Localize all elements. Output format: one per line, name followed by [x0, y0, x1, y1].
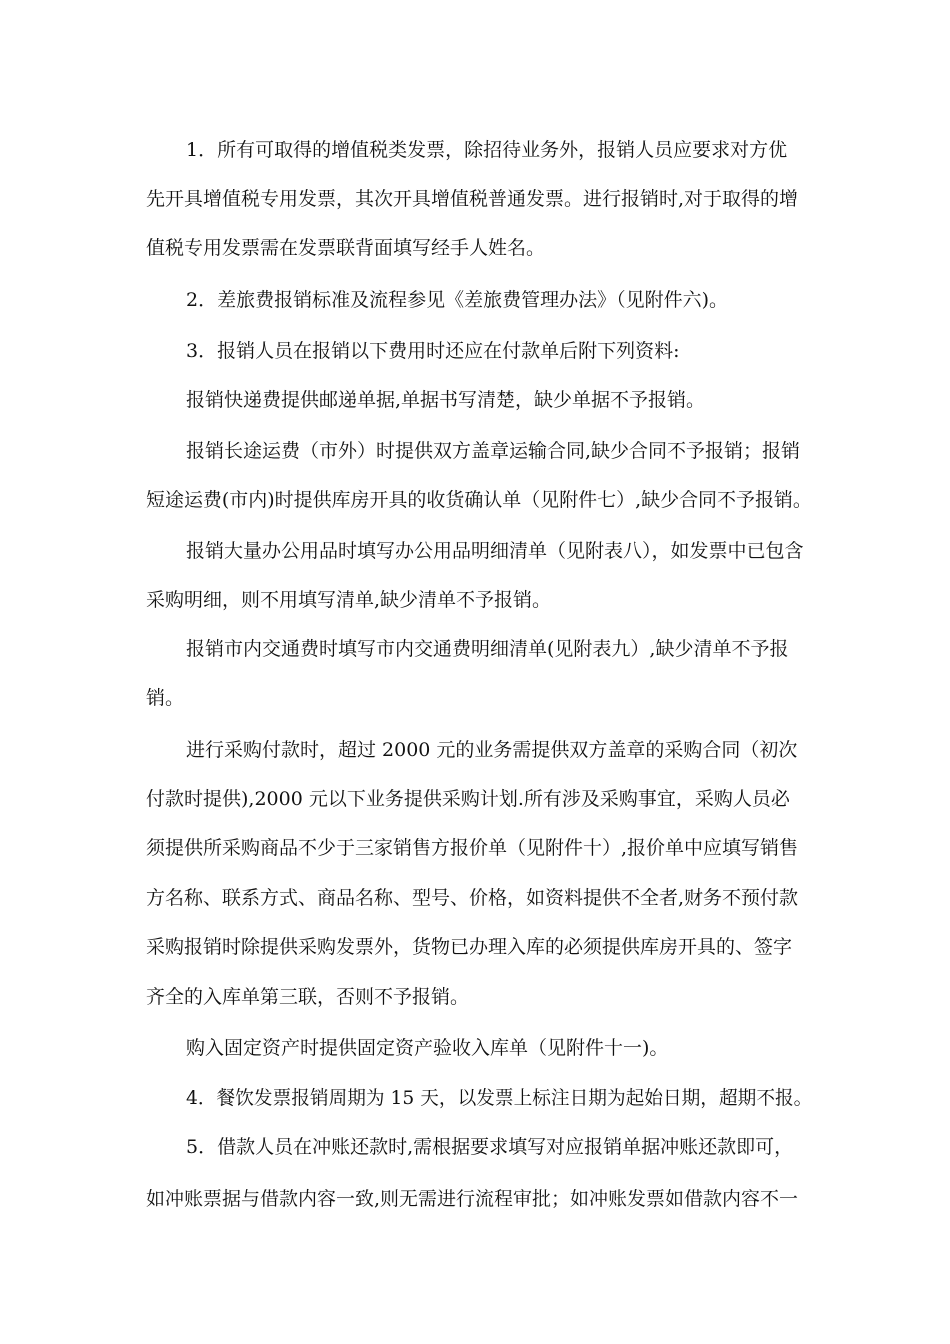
text-line: 值税专用发票需在发票联背面填写经手人姓名。: [146, 237, 546, 259]
text-line: 报销长途运费（市外）时提供双方盖章运输合同,缺少合同不予报销；报销: [186, 440, 801, 462]
text-line: 1．所有可取得的增值税类发票，除招待业务外，报销人员应要求对方优: [186, 139, 788, 161]
text-line: 须提供所采购商品不少于三家销售方报价单（见附件十）,报价单中应填写销售: [146, 837, 799, 859]
text-line: 付款时提供),2000 元以下业务提供采购计划.所有涉及采购事宜，采购人员必: [146, 788, 790, 810]
text-line: 齐全的入库单第三联，否则不予报销。: [146, 986, 470, 1008]
text-line: 短途运费(市内)时提供库房开具的收货确认单（见附件七）,缺少合同不予报销。: [146, 489, 812, 511]
text-line: 报销大量办公用品时填写办公用品明细清单（见附表八），如发票中已包含: [186, 540, 804, 562]
text-line: 采购报销时除提供采购发票外，货物已办理入库的必须提供库房开具的、签字: [146, 936, 793, 958]
text-line: 进行采购付款时，超过 2000 元的业务需提供双方盖章的采购合同（初次: [186, 739, 798, 761]
text-line: 报销快递费提供邮递单据,单据书写清楚，缺少单据不予报销。: [186, 389, 706, 411]
text-line: 如冲账票据与借款内容一致,则无需进行流程审批；如冲账发票如借款内容不一: [146, 1188, 799, 1210]
text-line: 5．借款人员在冲账还款时,需根据要求填写对应报销单据冲账还款即可，: [186, 1136, 794, 1158]
text-line: 3．报销人员在报销以下费用时还应在付款单后附下列资料:: [186, 340, 680, 362]
text-line: 先开具增值税专用发票，其次开具增值税普通发票。进行报销时,对于取得的增: [146, 188, 799, 210]
text-line: 销。: [146, 687, 185, 709]
text-line: 采购明细，则不用填写清单,缺少清单不予报销。: [146, 589, 552, 611]
text-line: 2．差旅费报销标准及流程参见《差旅费管理办法》（见附件六)。: [186, 289, 729, 311]
text-line: 购入固定资产时提供固定资产验收入库单（见附件十一)。: [186, 1037, 669, 1059]
text-line: 方名称、联系方式、商品名称、型号、价格，如资料提供不全者,财务不预付款: [146, 887, 799, 909]
text-line: 4．餐饮发票报销周期为 15 天，以发票上标注日期为起始日期，超期不报。: [186, 1087, 813, 1109]
text-line: 报销市内交通费时填写市内交通费明细清单(见附表九）,缺少清单不予报: [186, 638, 789, 660]
